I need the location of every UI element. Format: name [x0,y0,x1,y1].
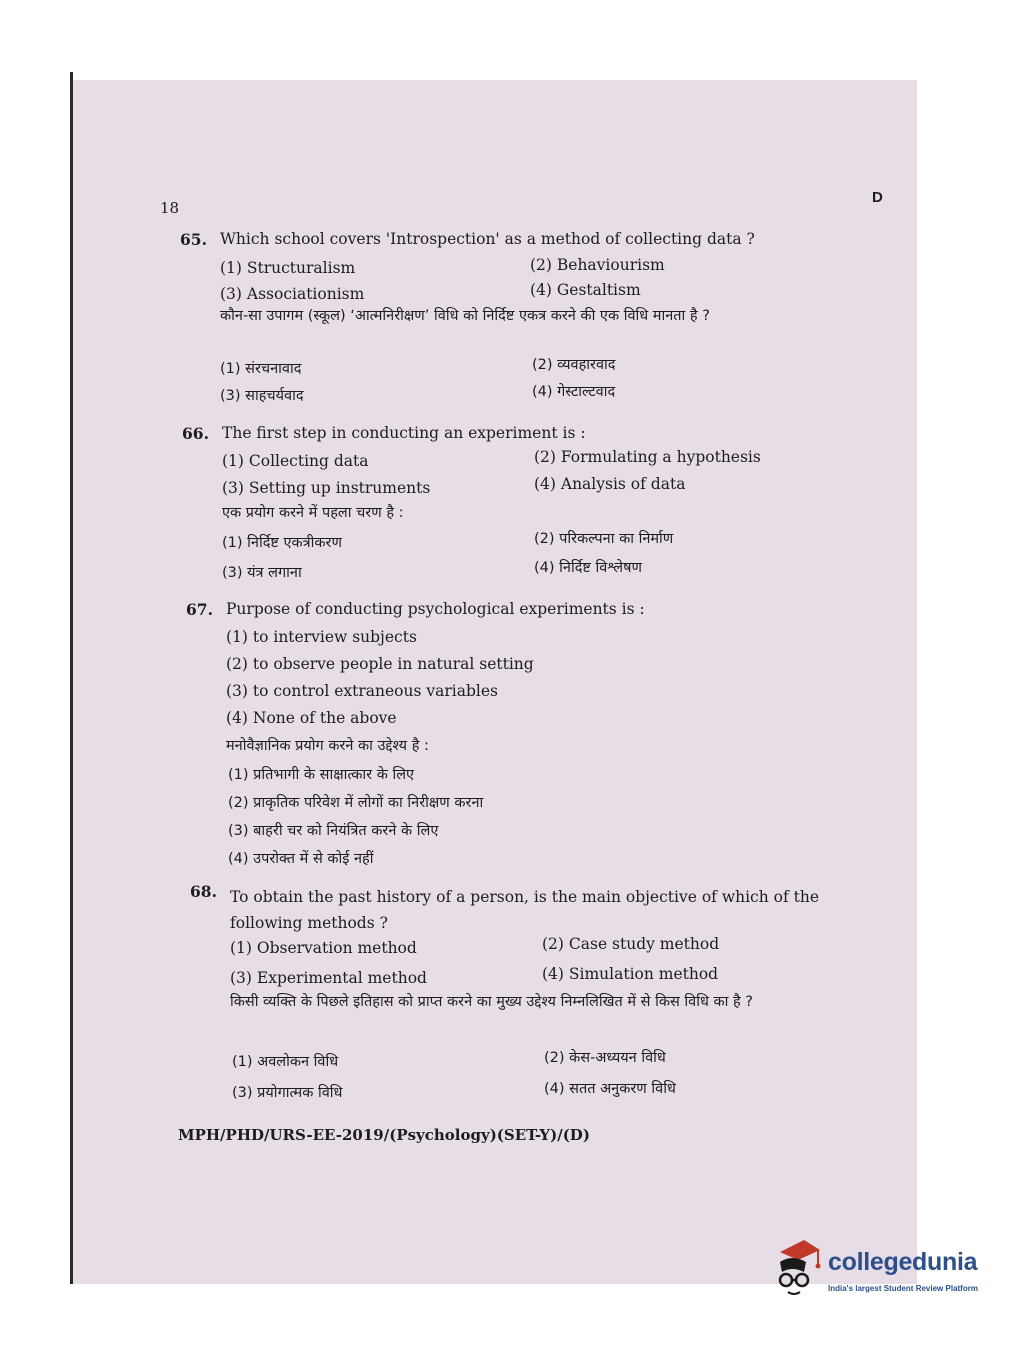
option-hi-1: (1) निर्दिष्ट एकत्रीकरण [222,535,342,551]
option-en-1: (1) Collecting data [222,452,369,470]
option-hi-1: (1) प्रतिभागी के साक्षात्कार के लिए [228,767,415,783]
option-hi-3: (3) साहचर्यवाद [220,388,304,404]
option-hi-3: (3) बाहरी चर को नियंत्रित करने के लिए [228,823,439,839]
question-text-en: Purpose of conducting psychological experiments is : [226,600,645,618]
question-text-hi: मनोवैज्ञानिक प्रयोग करने का उद्देश्य है : [226,738,429,754]
question-text-en: The first step in conducting an experiment is : [222,424,586,442]
option-hi-3: (3) यंत्र लगाना [222,565,302,581]
option-en-2: (2) Formulating a hypothesis [534,448,761,466]
question-number: 68. [190,882,217,901]
option-hi-4: (4) सतत अनुकरण विधि [544,1081,676,1097]
option-hi-1: (1) अवलोकन विधि [232,1054,339,1070]
option-en-3: (3) Setting up instruments [222,479,431,497]
option-en-3: (3) Experimental method [230,969,427,987]
option-hi-2: (2) व्यवहारवाद [532,357,616,373]
option-en-1: (1) Observation method [230,939,417,957]
brand-tagline: India's largest Student Review Platform [828,1284,978,1293]
option-en-1: (1) Structuralism [220,259,356,277]
question-number: 67. [186,600,213,619]
option-en-3: (3) Associationism [220,285,365,303]
option-hi-4: (4) गेस्टाल्टवाद [532,384,616,400]
brand-name: collegedunia [828,1248,978,1276]
option-en-4: (4) None of the above [226,709,397,727]
question-number: 65. [180,230,207,249]
option-en-2: (2) Behaviourism [530,256,665,274]
set-letter: D [872,189,883,206]
option-en-4: (4) Gestaltism [530,281,641,299]
question-text-en: Which school covers 'Introspection' as a method of collecting data ? [220,230,755,248]
option-en-1: (1) to interview subjects [226,628,417,646]
option-hi-2: (2) परिकल्पना का निर्माण [534,531,674,547]
question-text-hi: कौन-सा उपागम (स्कूल) ‘आत्मनिरीक्षण’ विधि को निर्दिष्ट एकत्र करने की एक विधि मानता है ? [220,308,710,324]
option-hi-1: (1) संरचनावाद [220,361,302,377]
option-en-4: (4) Analysis of data [534,475,686,493]
option-en-3: (3) to control extraneous variables [226,682,498,700]
question-number: 66. [182,424,209,443]
question-text-hi: एक प्रयोग करने में पहला चरण है : [222,505,404,521]
mascot-icon [770,1232,826,1302]
question-text-en: To obtain the past history of a person, is the main objective of which of the following methods ? [230,888,819,932]
option-hi-4: (4) उपरोक्त में से कोई नहीं [228,851,374,867]
option-en-2: (2) Case study method [542,935,720,953]
option-hi-4: (4) निर्दिष्ट विश्लेषण [534,560,642,576]
page-number: 18 [160,199,180,217]
option-hi-3: (3) प्रयोगात्मक विधि [232,1085,343,1101]
option-hi-2: (2) प्राकृतिक परिवेश में लोगों का निरीक्षण करना [228,795,484,811]
option-hi-2: (2) केस-अध्ययन विधि [544,1050,666,1066]
option-en-2: (2) to observe people in natural setting [226,655,534,673]
option-en-4: (4) Simulation method [542,965,719,983]
exam-code-footer: MPH/PHD/URS-EE-2019/(Psychology)(SET-Y)/(D) [178,1126,590,1144]
collegedunia-logo [770,1228,1000,1318]
question-text-hi: किसी व्यक्ति के पिछले इतिहास को प्राप्त करने का मुख्य उद्देश्य निम्नलिखित में से किस विधि का है ? [230,994,753,1010]
